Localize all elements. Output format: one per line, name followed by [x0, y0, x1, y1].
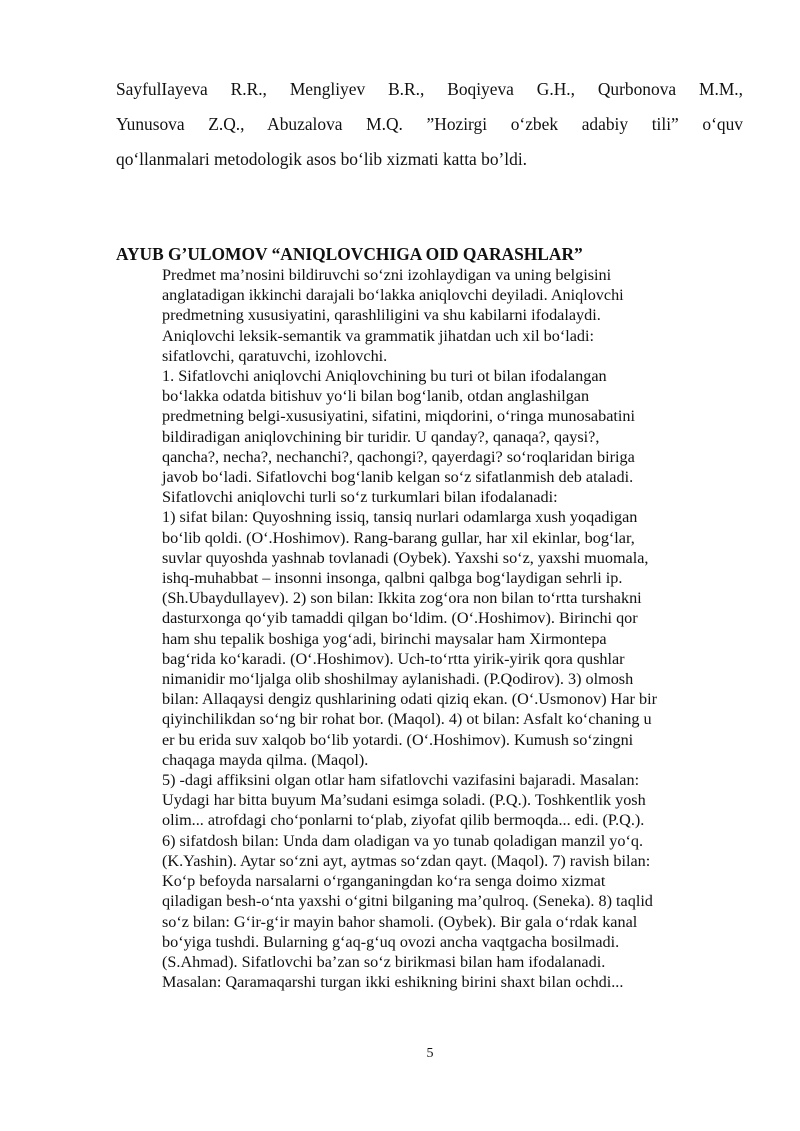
body-line: bo‘lib qoldi. (O‘.Hoshimov). Rang-barang gullar, har xil ekinlar, bog‘lar, — [162, 528, 635, 547]
body-line: anglatadigan ikkinchi darajali bo‘lakka aniqlovchi deyiladi. Aniqlovchi — [162, 286, 624, 305]
body-line: ishq-muhabbat – insonni insonga, qalbni qalbga bog‘laydigan sehrli ip. — [162, 569, 623, 588]
intro-paragraph — [116, 72, 743, 177]
section-heading: AYUB G’ULOMOV “ANIQLOVCHIGA OID QARASHLAR” — [116, 244, 583, 264]
body-line: (Sh.Ubaydullayev). 2) son bilan: Ikkita zog‘ora non bilan to‘rtta turshakni — [162, 589, 642, 608]
body-line: bag‘rida ko‘karadi. (O‘.Hoshimov). Uch-to‘rtta yirik-yirik qora qushlar — [162, 649, 625, 668]
body-line: so‘z bilan: G‘ir-g‘ir mayin bahor shamoli. (Oybek). Bir gala o‘rdak kanal — [162, 912, 638, 931]
body-line: olim... atrofdagi cho‘ponlarni to‘plab, ziyofat qilib bermoqda... edi. (P.Q.). — [162, 811, 645, 830]
body-line: 6) sifatdosh bilan: Unda dam oladigan va yo tunab qoladigan manzil yo‘q. — [162, 831, 644, 850]
body-line: bo‘lakka odatda bitishuv yo‘li bilan bog‘lanib, otdan anglashilgan — [162, 387, 590, 406]
intro-line: Yunusova Z.Q., Abuzalova M.Q. ”Hozirgi o‘zbek adabiy tili” o‘quv — [116, 114, 743, 134]
body-line: nimanidir mo‘ljalga olib shoshilmay aylanishadi. (P.Qodirov). 3) olmosh — [162, 670, 634, 689]
body-line: dasturxonga qo‘yib tamaddi qilgan bo‘ldim. (O‘.Hoshimov). Birinchi qor — [162, 609, 638, 628]
body-line: suvlar quyoshda yashnab tovlanadi (Oybek). Yaxshi so‘z, yaxshi muomala, — [162, 548, 649, 567]
body-line: qancha?, necha?, nechanchi?, qachongi?, qayerdagi? so‘roqlaridan biriga — [162, 447, 635, 466]
body-line: qiyinchilikdan so‘ng bir rohat bor. (Maqol). 4) ot bilan: Asfalt ko‘chaning u — [162, 710, 652, 729]
body-line: sifatlovchi, qaratuvchi, izohlovchi. — [162, 346, 388, 365]
body-line: Aniqlovchi leksik-semantik va grammatik jihatdan uch xil bo‘ladi: — [162, 326, 595, 345]
body-line: Sifatlovchi aniqlovchi turli so‘z turkumlari bilan ifodalanadi: — [162, 488, 558, 507]
body-line: qiladigan besh-o‘nta yaxshi o‘gitni bilganing ma’qulroq. (Seneka). 8) taqlid — [162, 892, 653, 911]
body-line: predmetning xususiyatini, qarashliligini va shu kabilarni ifodalaydi. — [162, 306, 601, 325]
intro-line: SayfulIayeva R.R., Mengliyev B.R., Boqiyeva G.H., Qurbonova M.M., — [116, 79, 743, 99]
body-line: Uydagi har bitta buyum Ma’sudani esimga soladi. (P.Q.). Toshkentlik yosh — [162, 791, 646, 810]
body-line: er bu erida suv xalqob bo‘lib yotardi. (O‘.Hoshimov). Kumush so‘zingni — [162, 730, 634, 749]
body-line: 5) -dagi affiksini olgan otlar ham sifatlovchi vazifasini bajaradi. Masalan: — [162, 771, 640, 790]
body-line: Predmet ma’nosini bildiruvchi so‘zni izohlaydigan va uning belgisini — [162, 266, 612, 284]
body-line: (S.Ahmad). Sifatlovchi ba’zan so‘z birikmasi bilan ham ifodalanadi. — [162, 952, 606, 971]
section-body — [162, 265, 742, 992]
body-line: predmetning belgi-xususiyatini, sifatini, miqdorini, o‘ringa munosabatini — [162, 407, 635, 426]
body-line: bo‘yiga tushdi. Bularning g‘aq-g‘uq ovozi ancha vaqtgacha bosilmadi. — [162, 932, 620, 951]
page-number: 5 — [426, 1046, 434, 1061]
intro-line: qo‘llanmalari metodologik asos bo‘lib xizmati katta bo’ldi. — [116, 149, 528, 169]
body-line: (K.Yashin). Aytar so‘zni ayt, aytmas so‘zdan qayt. (Maqol). 7) ravish bilan: — [162, 851, 651, 870]
body-line: Ko‘p befoyda narsalarni o‘rganganingdan ko‘ra senga doimo xizmat — [162, 872, 606, 891]
body-line: Masalan: Qaramaqarshi turgan ikki eshikning birini shaxt bilan ochdi... — [162, 973, 624, 992]
body-line: ham shu tepalik boshiga yog‘adi, birinchi maysalar ham Xirmontepa — [162, 629, 607, 648]
body-line: chaqaga mayda qilma. (Maqol). — [162, 750, 369, 769]
body-line: 1. Sifatlovchi aniqlovchi Aniqlovchining bu turi ot bilan ifodalangan — [162, 367, 607, 386]
body-line: javob bo‘ladi. Sifatlovchi bog‘lanib kelgan so‘z sifatlanmish deb ataladi. — [162, 468, 634, 487]
body-line: bildiradigan aniqlovchining bir turidir. U qanday?, qanaqa?, qaysi?, — [162, 427, 600, 446]
body-line: bilan: Allaqaysi dengiz qushlarining odati qiziq ekan. (O‘.Usmonov) Har bir — [162, 690, 657, 709]
body-line: 1) sifat bilan: Quyoshning issiq, tansiq nurlari odamlarga xush yoqadigan — [162, 508, 638, 527]
